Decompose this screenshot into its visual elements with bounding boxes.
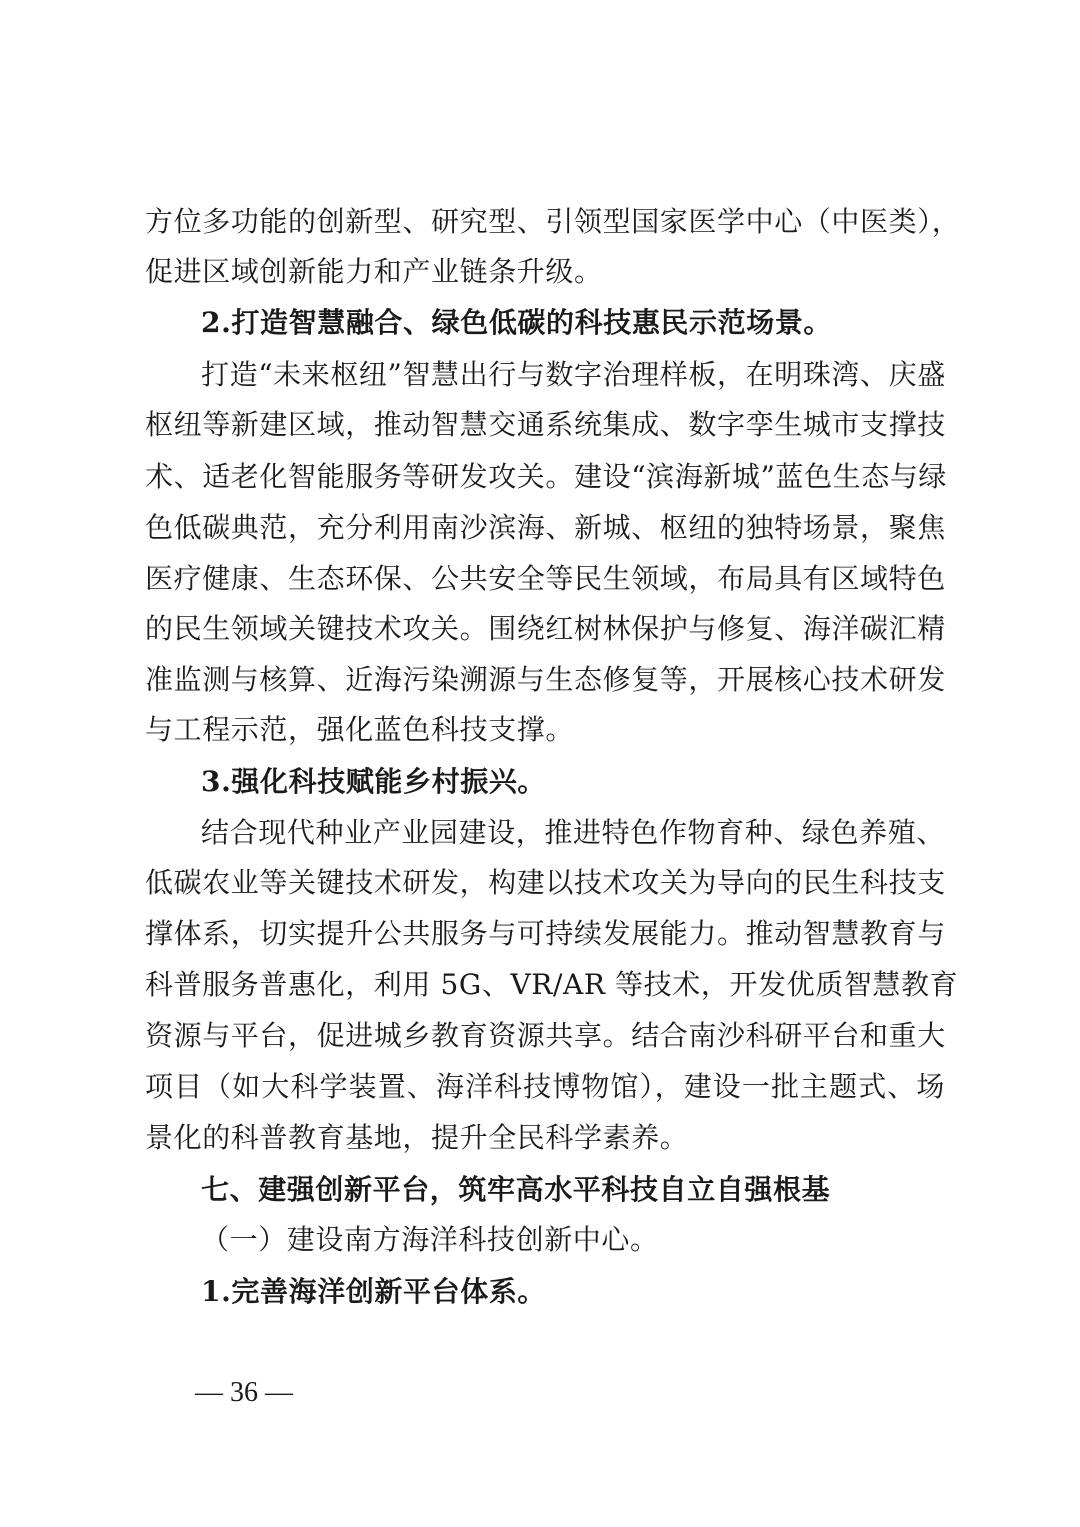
- body-text-line: 色低碳典范，充分利用南沙滨海、新城、枢纽的独特场景，聚焦: [145, 511, 946, 544]
- body-text-line: 景化的科普教育基地，提升全民科学素养。: [145, 1121, 689, 1154]
- subsection-heading: 3.强化科技赋能乡村振兴。: [201, 765, 547, 798]
- page-number: — 36 —: [195, 1377, 293, 1408]
- body-text-line: 的民生领域关键技术攻关。围绕红树林保护与修复、海洋碳汇精: [145, 612, 946, 645]
- subsection-heading: 2.打造智慧融合、绿色低碳的科技惠民示范场景。: [201, 306, 833, 339]
- body-text-line: 结合现代种业产业园建设，推进特色作物育种、绿色养殖、: [201, 816, 945, 849]
- subsection-heading: 1.完善海洋创新平台体系。: [201, 1275, 547, 1308]
- body-text-line: 资源与平台，促进城乡教育资源共享。结合南沙科研平台和重大: [145, 1019, 946, 1052]
- body-text-line: 低碳农业等关键技术研发，构建以技术攻关为导向的民生科技支: [145, 866, 946, 899]
- body-text-line: 项目（如大科学装置、海洋科技博物馆），建设一批主题式、场: [145, 1070, 945, 1103]
- section-heading: 七、建强创新平台，筑牢高水平科技自立自强根基: [201, 1173, 831, 1206]
- body-text-line: 术、适老化智能服务等研发攻关。建设“滨海新城”蓝色生态与绿: [145, 460, 948, 493]
- body-text-line: 与工程示范，强化蓝色科技支撑。: [145, 713, 575, 746]
- body-text-line: 枢纽等新建区域，推动智慧交通系统集成、数字孪生城市支撑技: [145, 408, 946, 441]
- body-text-line: 方位多功能的创新型、研究型、引领型国家医学中心（中医类），: [145, 205, 961, 238]
- body-text-line: 撑体系，切实提升公共服务与可持续发展能力。推动智慧教育与: [145, 917, 946, 950]
- body-text-line: 促进区域创新能力和产业链条升级。: [145, 255, 603, 288]
- body-text-line: 科普服务普惠化，利用 5G、VR/AR 等技术，开发优质智慧教育: [145, 968, 959, 1001]
- body-text-line: 打造“未来枢纽”智慧出行与数字治理样板，在明珠湾、庆盛: [201, 358, 946, 391]
- body-text-line: 准监测与核算、近海污染溯源与生态修复等，开展核心技术研发: [145, 663, 946, 696]
- body-text-line: 医疗健康、生态环保、公共安全等民生领域，布局具有区域特色: [145, 562, 946, 595]
- subsection-title: （一）建设南方海洋科技创新中心。: [201, 1223, 659, 1256]
